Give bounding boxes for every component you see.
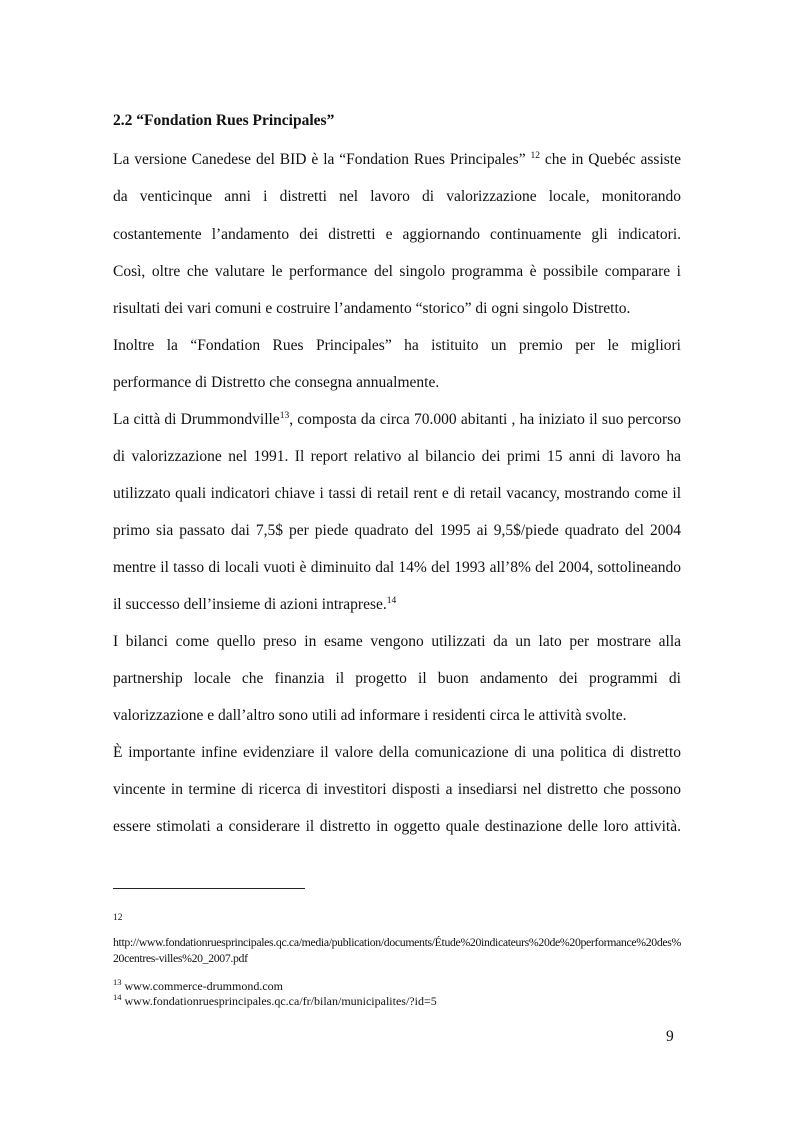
- footnote-12-link[interactable]: http://www.fondationruesprincipales.qc.ca/media/publication/documents/Étude%20indicateurs%20de%20performance%20des%20centres-villes%20_2007.pdf: [113, 935, 681, 965]
- body-line: primo sia passato dai 7,5$ per piede quadrato del 1995 ai 9,5$/piede quadrato del 2004: [113, 522, 681, 539]
- section-heading: 2.2 “Fondation Rues Principales”: [113, 112, 335, 129]
- footnote-13-link[interactable]: www.commerce-drummond.com: [121, 979, 284, 993]
- body-line: partnership locale che finanzia il progetto il buon andamento dei programmi di: [113, 670, 681, 687]
- body-line: di valorizzazione nel 1991. Il report relativo al bilancio dei primi 15 anni di lavoro ha: [113, 448, 681, 465]
- footnote-ref[interactable]: 12: [530, 151, 540, 161]
- body-line: I bilanci come quello preso in esame vengono utilizzati da un lato per mostrare alla: [113, 633, 681, 650]
- footnote-ref[interactable]: 14: [386, 596, 397, 606]
- footnote-13: $^{13}$ www.commerce-drummond.com: [113, 977, 284, 993]
- body-line: La versione Canedese del BID è la “Fondation Rues Principales” $^{12}$ che in Quebéc assiste: [113, 151, 681, 168]
- body-line: performance di Distretto che consegna annualmente.: [113, 374, 440, 391]
- page-number: 9: [666, 1028, 674, 1045]
- footnote-ref[interactable]: 13: [279, 411, 290, 421]
- body-line: mentre il tasso di locali vuoti è diminuito dal 14% del 1993 all’8% del 2004, sottolineando: [113, 559, 681, 576]
- body-line: il successo dell’insieme di azioni intraprese.$^{14}$: [113, 596, 397, 613]
- footnote-number: 12: [113, 913, 123, 923]
- body-line: costantemente l’andamento dei distretti e aggiornando continuamente gli indicatori.: [113, 226, 681, 243]
- body-line: risultati dei vari comuni e costruire l’andamento “storico” di ogni singolo Distretto.: [113, 300, 631, 317]
- body-line: valorizzazione e dall’altro sono utili ad informare i residenti circa le attività svolte.: [113, 707, 627, 724]
- body-line: utilizzato quali indicatori chiave i tassi di retail rent e di retail vacancy, mostrando come il: [113, 485, 681, 502]
- body-line: vincente in termine di ricerca di investitori disposti a insediarsi nel distretto che possono: [113, 781, 681, 798]
- body-line: Inoltre la “Fondation Rues Principales” ha istituito un premio per le migliori: [113, 337, 681, 354]
- body-line: Così, oltre che valutare le performance del singolo programma è possibile comparare i: [113, 263, 681, 280]
- footnote-14: $^{14}$ www.fondationruesprincipales.qc.ca/fr/bilan/municipalites/?id=5: [113, 992, 437, 1008]
- body-line: essere stimolati a considerare il distretto in oggetto quale destinazione delle loro attività.: [113, 818, 681, 835]
- body-line: La città di Drummondville$^{13}$, composta da circa 70.000 abitanti , ha iniziato il suo percorso: [113, 411, 682, 428]
- body-line: È importante infine evidenziare il valore della comunicazione di una politica di distretto: [113, 744, 681, 761]
- body-line: da venticinque anni i distretti nel lavoro di valorizzazione locale, monitorando: [113, 188, 681, 205]
- footnote-14-link[interactable]: www.fondationruesprincipales.qc.ca/fr/bilan/municipalites/?id=5: [121, 994, 437, 1008]
- footnote-separator: [113, 888, 305, 889]
